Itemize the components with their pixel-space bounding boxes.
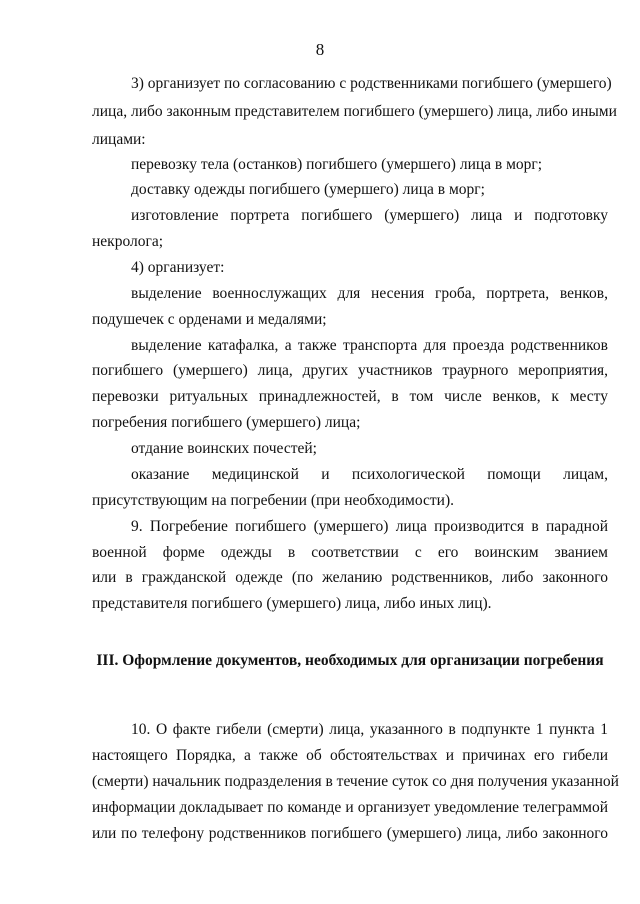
text-line: представителя погибшего (умершего) лица, либо иных лиц). [92,595,492,612]
text-line: изготовление портрета погибшего (умершего) лица и подготовку [131,207,608,224]
text-line: 3) организует по согласованию с родственниками погибшего (умершего) [131,75,612,92]
text-line: выделение катафалка, а также транспорта для проезда родственников [131,337,608,354]
section-heading: III. Оформление документов, необходимых для организации погребения [96,652,604,669]
text-line: 4) организует: [131,259,225,276]
text-line: погибшего (умершего) лица, других участников траурного мероприятия, [92,362,608,379]
text-line: 9. Погребение погибшего (умершего) лица производится в парадной [131,518,608,535]
text-line: настоящего Порядка, а также об обстоятельствах и причинах его гибели [92,747,608,764]
text-line: оказание медицинской и психологической помощи лицам, [131,466,608,483]
text-line: доставку одежды погибшего (умершего) лица в морг; [131,181,485,198]
text-line: некролога; [92,233,164,250]
page-number: 8 [315,40,325,59]
text-line: подушечек с орденами и медалями; [92,311,327,328]
text-line: 10. О факте гибели (смерти) лица, указанного в подпункте 1 пункта 1 [131,721,608,738]
text-line: перевозку тела (останков) погибшего (умершего) лица в морг; [131,156,543,173]
text-line: военной форме одежды в соответствии с его воинским званием [92,544,608,561]
text-line: или в гражданской одежде (по желанию родственников, либо законного [92,569,608,586]
text-line: отдание воинских почестей; [131,440,317,457]
text-line: или по телефону родственников погибшего (умершего) лица, либо законного [92,825,608,842]
text-line: (смерти) начальник подразделения в течение суток со дня получения указанной [92,773,619,790]
text-line: присутствующим на погребении (при необходимости). [92,492,454,509]
text-line: лицами: [92,131,146,148]
text-line: перевозки ритуальных принадлежностей, в том числе венков, к месту [92,388,608,405]
text-line: погребения погибшего (умершего) лица; [92,414,361,431]
text-line: информации докладывает по команде и организует уведомление телеграммой [92,799,608,816]
text-line: выделение военнослужащих для несения гроба, портрета, венков, [131,285,608,302]
text-line: лица, либо законным представителем погибшего (умершего) лица, либо иными [92,103,617,120]
